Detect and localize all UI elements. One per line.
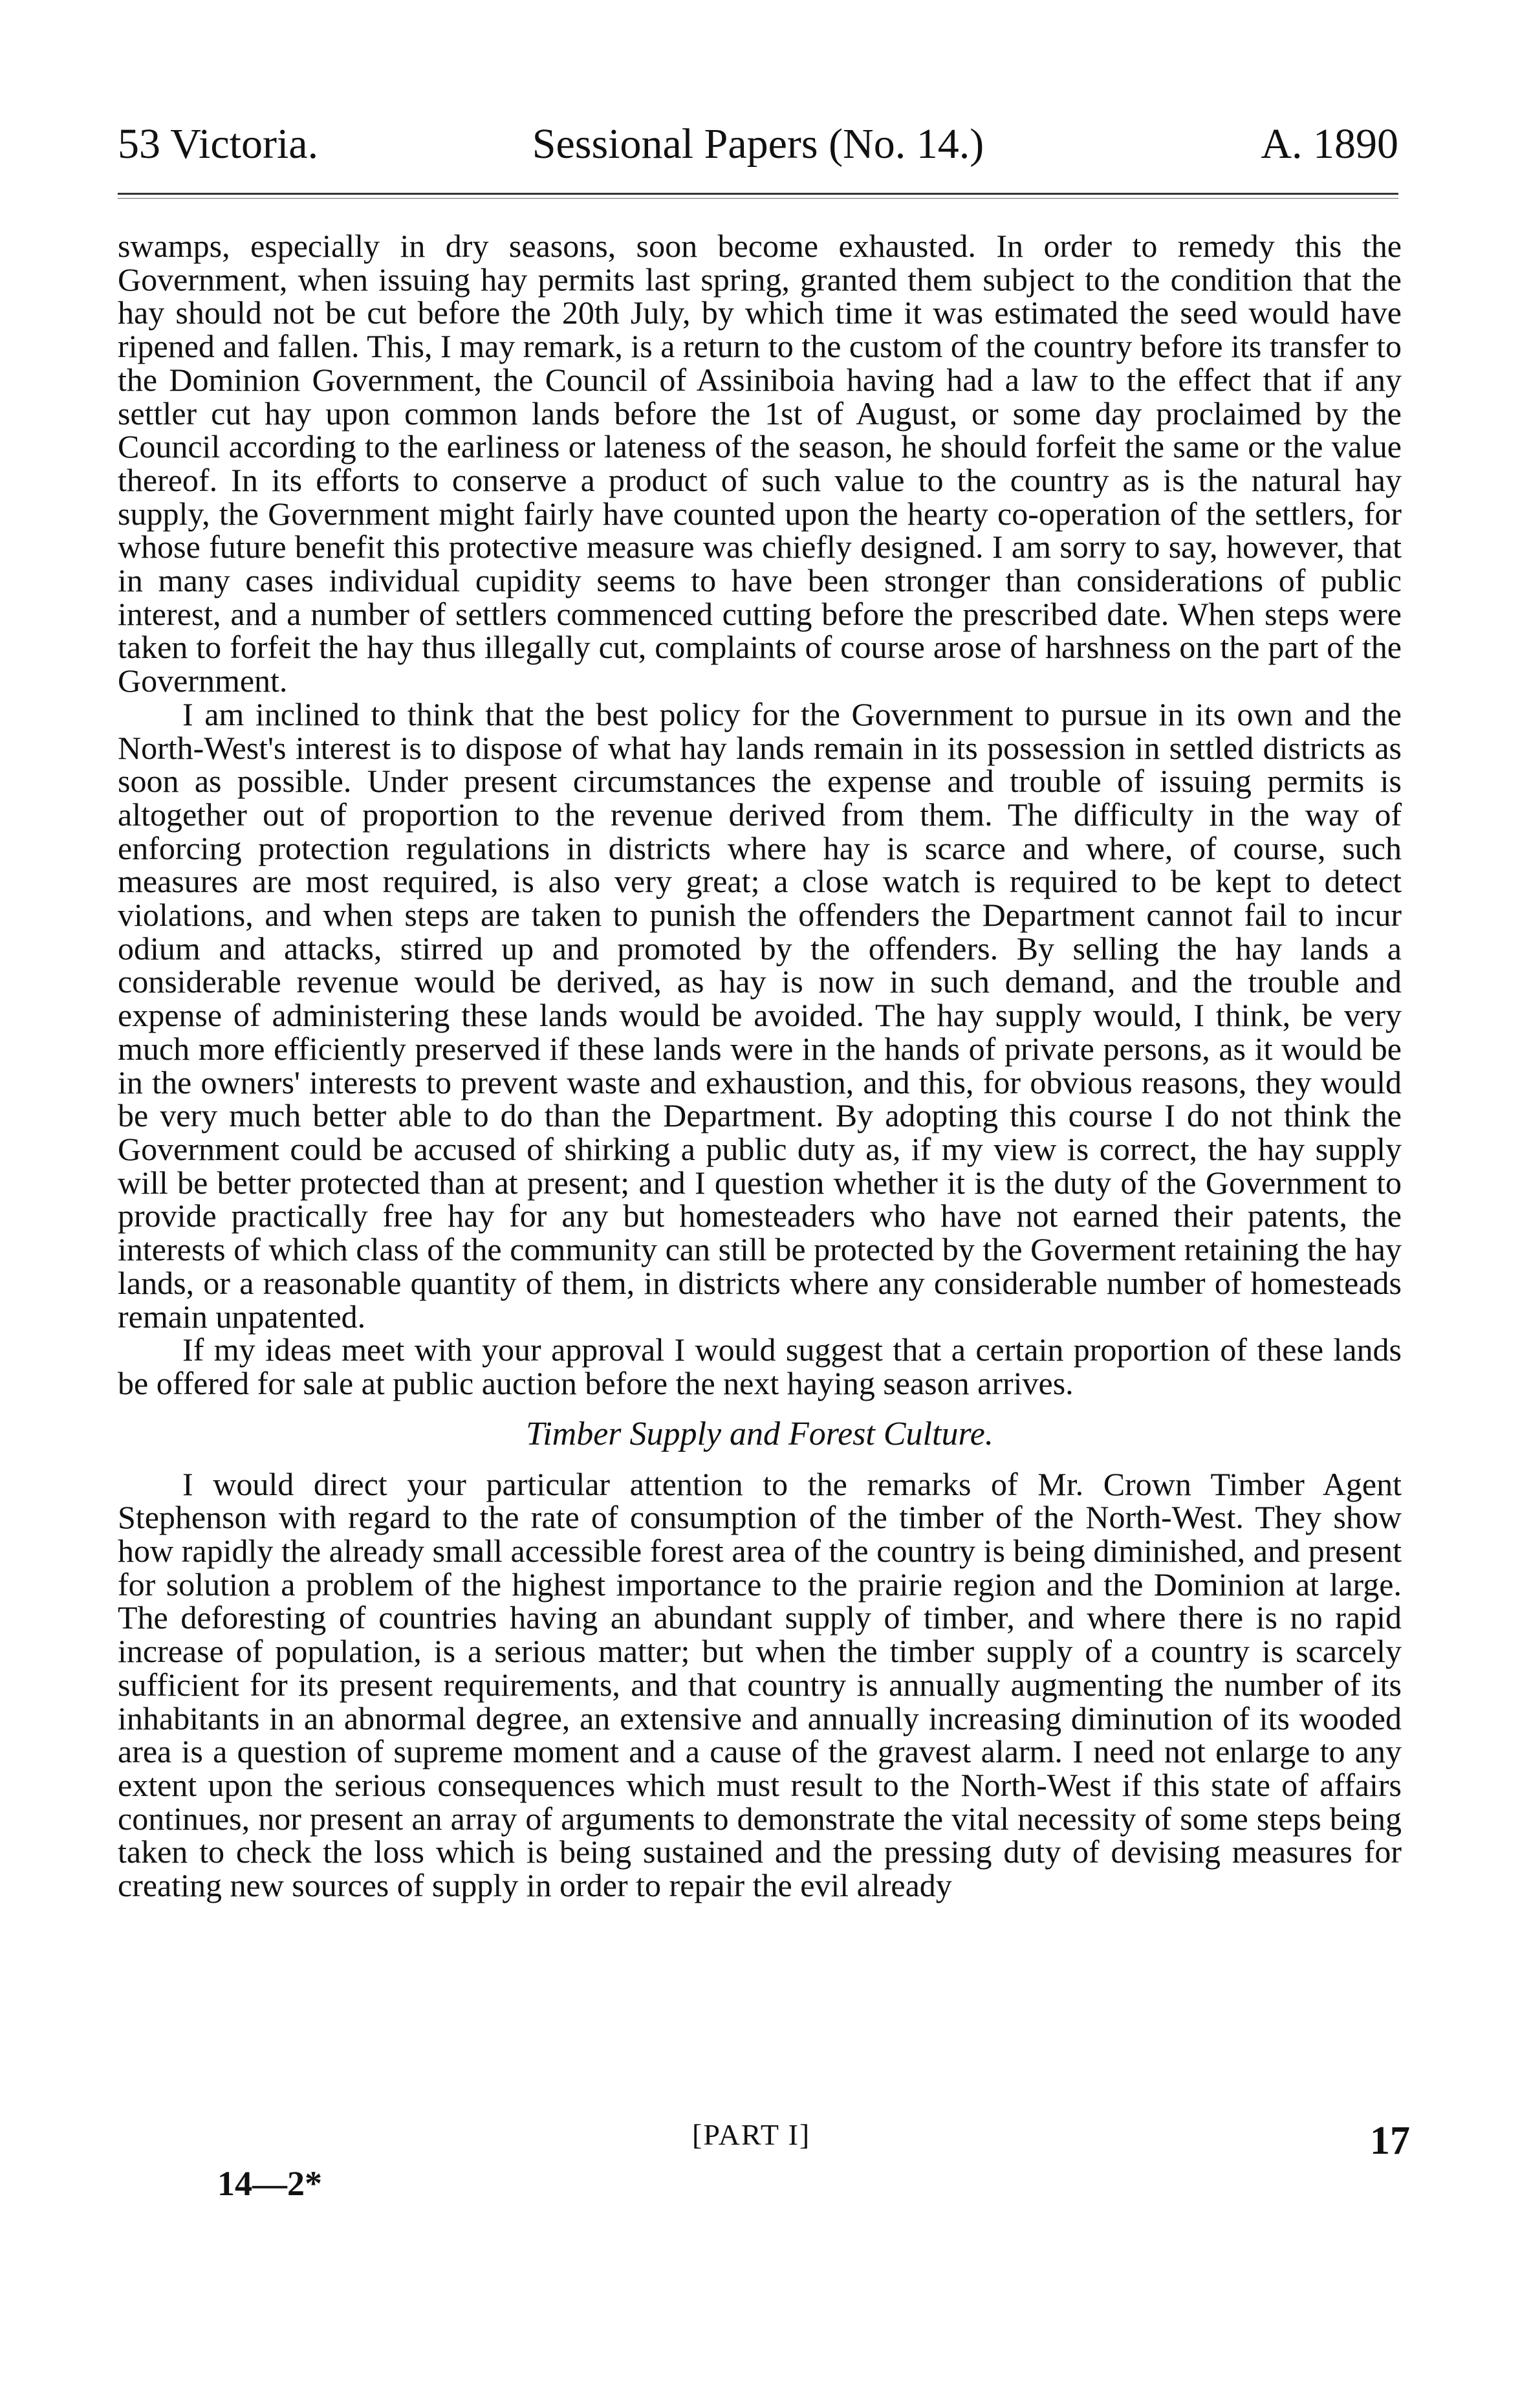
signature-mark: 14—2* xyxy=(217,2164,322,2203)
section-title: Timber Supply and Forest Culture. xyxy=(526,1415,993,1452)
header-volume: 53 Victoria. xyxy=(118,120,319,168)
header-rule xyxy=(118,193,1398,195)
body-text xyxy=(118,230,1402,1903)
paragraph-auction-suggestion: If my ideas meet with your approval I would suggest that a certain proportion of these lands be offered for sale at public auction before the next haying season arrives. xyxy=(118,1331,1402,1401)
page-header xyxy=(118,115,1398,173)
page-number: 17 xyxy=(1370,2119,1410,2163)
paragraph-hay-lands-policy: I am inclined to think that the best policy for the Government to pursue in its own and the North-West's interest is to dispose of what hay lands remain in its possession in settled districts as soon as possible. Under present circumstances the expense and trouble of issuing permits is altogether out of proportion to the revenue derived from them. The difficulty in the way of enforcing protection regulations in districts where hay is scarce and where, of course, such measures are most required, is also very great; a close watch is required to be kept to detect violations, and when steps are taken to punish the offenders the Department cannot fail to incur odium and attacks, stirred up and promoted by the offenders. By selling the hay lands a considerable revenue would be derived, as hay is now in such demand, and the trouble and expense of administering these lands would be avoided. The hay supply would, I think, be very much more efficiently preserved if these lands were in the hands of private persons, as it would be in the owners' interests to prevent waste and exhaustion, and this, for obvious reasons, they would be very much better able to do than the Department. By adopting this course I do not think the Government could be accused of shirking a public duty as, if my view is correct, the hay supply will be better protected than at present; and I question whether it is the duty of the Government to provide practically free hay for any but homesteaders who have not earned their patents, the interests of which class of the community can still be protected by the Goverment retaining the hay lands, or a reasonable quantity of them, in districts where any considerable number of homesteads remain unpatented. xyxy=(118,695,1402,1335)
header-title: Sessional Papers (No. 14.) xyxy=(532,120,984,168)
paragraph-continuation: swamps, especially in dry seasons, soon become exhausted. In order to remedy this the Government, when issuing hay permits last spring, granted them subject to the condition that the hay should not be cut before the 20th July, by which time it was estimated the seed would have ripened and fallen. This, I may remark, is a return to the custom of the country before its transfer to the Dominion Government, the Council of Assiniboia having had a law to the effect that if any settler cut hay upon common lands before the 1st of August, or some day proclaimed by the Council according to the earliness or lateness of the season, he should forfeit the same or the value thereof. In its efforts to conserve a product of such value to the country as is the natural hay supply, the Government might fairly have counted upon the hearty co-operation of the settlers, for whose future benefit this protective measure was chiefly designed. I am sorry to say, however, that in many cases individual cupidity seems to have been stronger than considerations of public interest, and a number of settlers commenced cutting before the prescribed date. When steps were taken to forfeit the hay thus illegally cut, complaints of course arose of harshness on the part of the Government. xyxy=(118,228,1402,699)
part-label: [PART I] xyxy=(692,2118,811,2151)
paragraph-timber-supply: I would direct your particular attention to the remarks of Mr. Crown Timber Agent Stephenson with regard to the rate of consumption of the timber of the North-West. They show how rapidly the already small accessible forest area of the country is being diminished, and present for solution a problem of the highest importance to the prairie region and the Dominion at large. The deforesting of countries having an abundant supply of timber, and where there is no rapid increase of population, is a serious matter; but when the timber supply of a country is scarcely sufficient for its present requirements, and that country is annually augmenting the number of its inhabitants in an abnormal degree, an extensive and annually increasing diminution of its wooded area is a question of supreme moment and a cause of the gravest alarm. I need not enlarge to any extent upon the serious consequences which must result to the North-West if this state of affairs continues, nor present an array of arguments to demonstrate the vital necessity of some steps being taken to check the loss which is being sustained and the pressing duty of devising measures for creating new sources of supply in order to repair the evil already xyxy=(118,1465,1402,1904)
header-year: A. 1890 xyxy=(1261,120,1398,168)
header-rule-thin xyxy=(118,198,1398,199)
